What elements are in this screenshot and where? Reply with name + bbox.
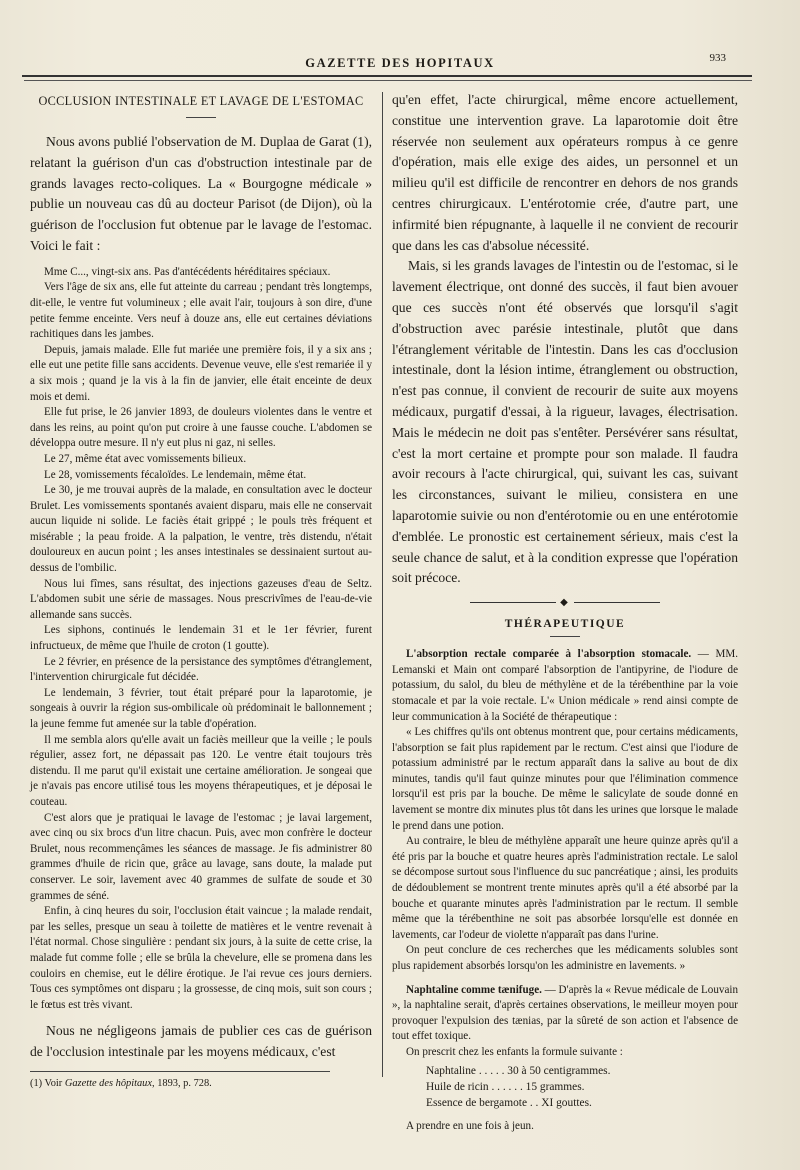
case-paragraph: C'est alors que je pratiquai le lavage de l'estomac ; je lavai largement, avec cinq ou six brocs d'un litre chacun. Puis, avec mon confrère le docteur Brulet, nous recommençâmes les séances de massage. Je fis administrer 80 grammes d'huile de ricin que, grâce au lavage, sans doute, la malade put conserver. Le soir, lavement avec 40 grammes de sulfate de soude et 30 grammes de séné. xyxy=(30,811,372,902)
case-paragraph: Vers l'âge de six ans, elle fut atteinte du carreau ; pendant très longtemps, dit-elle, le ventre fut volumineux ; elle avait l'air, toujours à son dire, d'une petite femme enceinte. Vers neuf à douze ans, elle eut certaines déviations rachitiques dans les jambes. xyxy=(30,281,372,341)
article-intro xyxy=(30,132,372,257)
case-paragraph: Le 2 février, en présence de la persistance des symptômes d'étranglement, l'intervention chirurgicale fut décidée. xyxy=(30,655,372,684)
article-title: OCCLUSION INTESTINALE ET LAVAGE DE L'ESTOMAC xyxy=(38,94,364,108)
footnote xyxy=(30,1078,372,1089)
section-rule xyxy=(550,636,580,637)
footnote-rule xyxy=(30,1071,330,1072)
case-report xyxy=(30,265,372,1014)
naphtaline-body: — D'après la « Revue médicale de Louvain », la naphtaline serait, d'après certaines observations, le meilleur moyen pour provoquer l'expulsion des tænias, par la sûreté de son action et l'absence de tout effet toxique. xyxy=(392,983,739,1043)
closing-paragraph: Nous ne négligeons jamais de publier ces cas de guérison de l'occlusion intestinale par les moyens médicaux, c'est xyxy=(30,1023,372,1060)
case-paragraph: Les siphons, continués le lendemain 31 et le 1er février, furent infructueux, de même que l'huile de croton (1 goutte). xyxy=(30,624,372,653)
case-paragraph: Elle fut prise, le 26 janvier 1893, de douleurs violentes dans le ventre et dans les reins, au point qu'on put croire à une fausse couche. L'abdomen se développa outre mesure. Il n'y eut plus ni gaz, ni selles. xyxy=(30,406,372,450)
case-paragraph: Le 27, même état avec vomissements bilieux. xyxy=(44,452,247,465)
header-rule-thin xyxy=(24,80,752,81)
quote-paragraph: On peut conclure de ces recherches que les médicaments solubles sont plus rapidement absorbés lorsqu'on les administre en lavements. » xyxy=(392,944,738,972)
continuation-paragraph: qu'en effet, l'acte chirurgical, même encore actuellement, constitue une intervention grave. La laparotomie doit être réservée non seulement aux opérateurs rompus à ce genre d'opération, mais elle exige des aides, un personnel et un milieu qu'il est difficile de rencontrer en dehors de nos grands centres chirurgicaux. L'entérotomie crée, d'autre part, une infirmité bien répugnante, à laquelle il ne convient de recourir que dans les cas d'absolue nécessité. xyxy=(392,92,738,253)
case-paragraph: Mme C..., vingt-six ans. Pas d'antécédents héréditaires spéciaux. xyxy=(44,265,331,278)
article-closing xyxy=(30,1021,372,1063)
section-ornament: ◆ xyxy=(392,597,738,608)
case-paragraph: Le lendemain, 3 février, tout était préparé pour la laparotomie, je songeais à ouvrir la région sus-ombilicale où prédominait le ballonnement ; la jeune femme fut amenée sur la table d'opération. xyxy=(30,686,372,730)
case-paragraph: Le 30, je me trouvai auprès de la malade, en consultation avec le docteur Brulet. Les vomissements spontanés avaient disparu, mais elle ne conservait aucun liquide ni solide. Le faciès était grippé ; le pouls très fréquent et misérable ; la peau froide. A la palpation, le ventre, très distendu, n'était douloureux en aucun point ; les anses intestinales se dessinaient surtout au-dessus de l'ombilic. xyxy=(30,484,372,575)
recipe-line: Essence de bergamote . . XI gouttes. xyxy=(426,1096,592,1109)
case-paragraph: Il me sembla alors qu'elle avait un faciès meilleur que la veille ; le pouls régulier, assez fort, ne dépassait pas 120. Le ventre était toujours très distendu. Il me parut qu'il existait une certaine amélioration. Je songeai que je n'avais pas encore utilisé tous les moyens thérapeutiques, et je déposai le couteau. xyxy=(30,733,372,808)
absorption-article xyxy=(392,647,738,1060)
recipe-closing xyxy=(392,1119,738,1135)
recipe-line: Huile de ricin . . . . . . 15 grammes. xyxy=(426,1080,585,1093)
running-header: GAZETTE DES HOPITAUX xyxy=(305,56,495,70)
naphtaline-heading: Naphtaline comme tænifuge. xyxy=(406,983,542,996)
recipe-closing-text: A prendre en une fois à jeun. xyxy=(406,1119,534,1132)
case-paragraph: Depuis, jamais malade. Elle fut mariée une première fois, il y a six ans ; elle eut une petite fille sans accidents. Devenue veuve, elle s'est remariée il y a six mois ; quand je la vis à la fin de janvier, elle était enceinte de deux mois et demi. xyxy=(30,343,372,403)
left-column xyxy=(30,90,372,1089)
column-divider xyxy=(382,92,383,1077)
quote-paragraph: Au contraire, le bleu de méthylène apparaît une heure quinze après qu'il a été pris par la bouche et quatre heures après l'administration rectale. Le salol se décompose surtout sous l'influence du suc pancréatique ; ainsi, les produits de dédoublement se montrent trente minutes après qu'il a été absorbé par la bouche et quarante minutes après l'administration par le rectum. Il semble même que la térébenthine ne soit pas absorbée lorsqu'elle est donnée en lavements, car l'odeur de violette n'apparaît pas dans l'urine. xyxy=(392,835,738,941)
recipe-intro: On prescrit chez les enfants la formule suivante : xyxy=(406,1045,623,1058)
right-column xyxy=(392,90,738,1134)
recipe xyxy=(426,1063,738,1111)
footnote-suffix: , 1893, p. 728. xyxy=(152,1077,212,1089)
page-number: 933 xyxy=(709,52,726,64)
section-heading: THÉRAPEUTIQUE xyxy=(504,618,626,631)
footnote-prefix: (1) Voir xyxy=(30,1077,65,1089)
absorption-body: — MM. Lemanski et Main ont comparé l'absorption de l'antipyrine, de l'iodure de potassium, du salol, du bleu de méthylène et de la térébenthine par la voie stomacale et par la voie rectale. L'« Union médicale » rend ainsi compte de leur communication à la Société de thérapeutique : xyxy=(392,648,738,723)
case-paragraph: Nous lui fîmes, sans résultat, des injections gazeuses d'eau de Seltz. L'abdomen subit une série de massages. Nous prescrivîmes de l'eau-de-vie allemande sans succès. xyxy=(30,577,372,621)
recipe-line: Naphtaline . . . . . 30 à 50 centigrammes. xyxy=(426,1064,611,1077)
case-paragraph: Enfin, à cinq heures du soir, l'occlusion était vaincue ; la malade rendait, par les selles, presque un seau à toilette de matières et le ventre revenait à l'état normal. Chose singulière : pendant six jours, à la suite de cette crise, la malade fut comme folle ; elle se brûla la chevelure, elle se promena dans les couloirs en chemise, eut le délire érotique. Je l'ai revue ces jours derniers. Tous ces symptômes ont disparu ; la grossesse, de cinq mois, suit son cours ; le fœtus est très vivant. xyxy=(30,905,372,1011)
intro-paragraph: Nous avons publié l'observation de M. Duplaa de Garat (1), relatant la guérison d'un cas d'obstruction intestinale par de grands lavages recto-coliques. La « Bourgogne médicale » publie un nouveau cas dû au docteur Parisot (de Dijon), où la guérison de l'occlusion fut obtenue par le lavage de l'estomac. Voici le fait : xyxy=(30,134,372,253)
footnote-source: Gazette des hôpitaux xyxy=(64,1077,152,1089)
header-rule xyxy=(22,75,752,77)
title-rule xyxy=(186,117,216,118)
continuation-paragraph: Mais, si les grands lavages de l'intestin ou de l'estomac, si le lavement électrique, ont donné des succès, il faut bien avouer que ces succès n'ont été observés que lorsqu'il s'agit d'obstruction avec parésie intestinale, plutôt que dans l'étranglement véritable de l'intestin. Dans les cas d'occlusion intestinale, dont la lésion intime, étranglement ou obstruction, n'est pas connue, il convient de recourir de suite aux moyens médicaux, purgatif d'essai, à la rigueur, lavages, électrisation. Mais le médecin ne doit pas s'entêter. Persévérer sans résultat, c'est la mort certaine et prompte pour son malade. Il faudra avoir recours à l'acte chirurgical, qui, suivant les cas, suivant les circonstances, suivant le milieu, consistera en une laparotomie suivie ou non d'entérotomie ou en une entérotomie d'emblée. Le pronostic est certainement sérieux, mais c'est la seule chance de salut, et à la condition expresse que l'opération soit précoce. xyxy=(392,258,738,586)
article-continuation xyxy=(392,90,738,589)
absorption-heading: L'absorption rectale comparée à l'absorption stomacale. xyxy=(406,648,692,661)
case-paragraph: Le 28, vomissements fécaloïdes. Le lendemain, même état. xyxy=(44,468,307,481)
quote-paragraph: « Les chiffres qu'ils ont obtenus montrent que, pour certains médicaments, l'absorption se fait plus rapidement par le rectum. C'est ainsi que l'iodure de potassium administré par le rectum apparaît dans la salive au bout de dix minutes, tandis qu'il faut quinze minutes pour que l'élimination commence lorsqu'il est pris par la bouche. De même le salicylate de soude donné en lavement se montre dix minutes plus tôt dans les urines que lorsque le malade le prend dans une potion. xyxy=(392,726,738,832)
